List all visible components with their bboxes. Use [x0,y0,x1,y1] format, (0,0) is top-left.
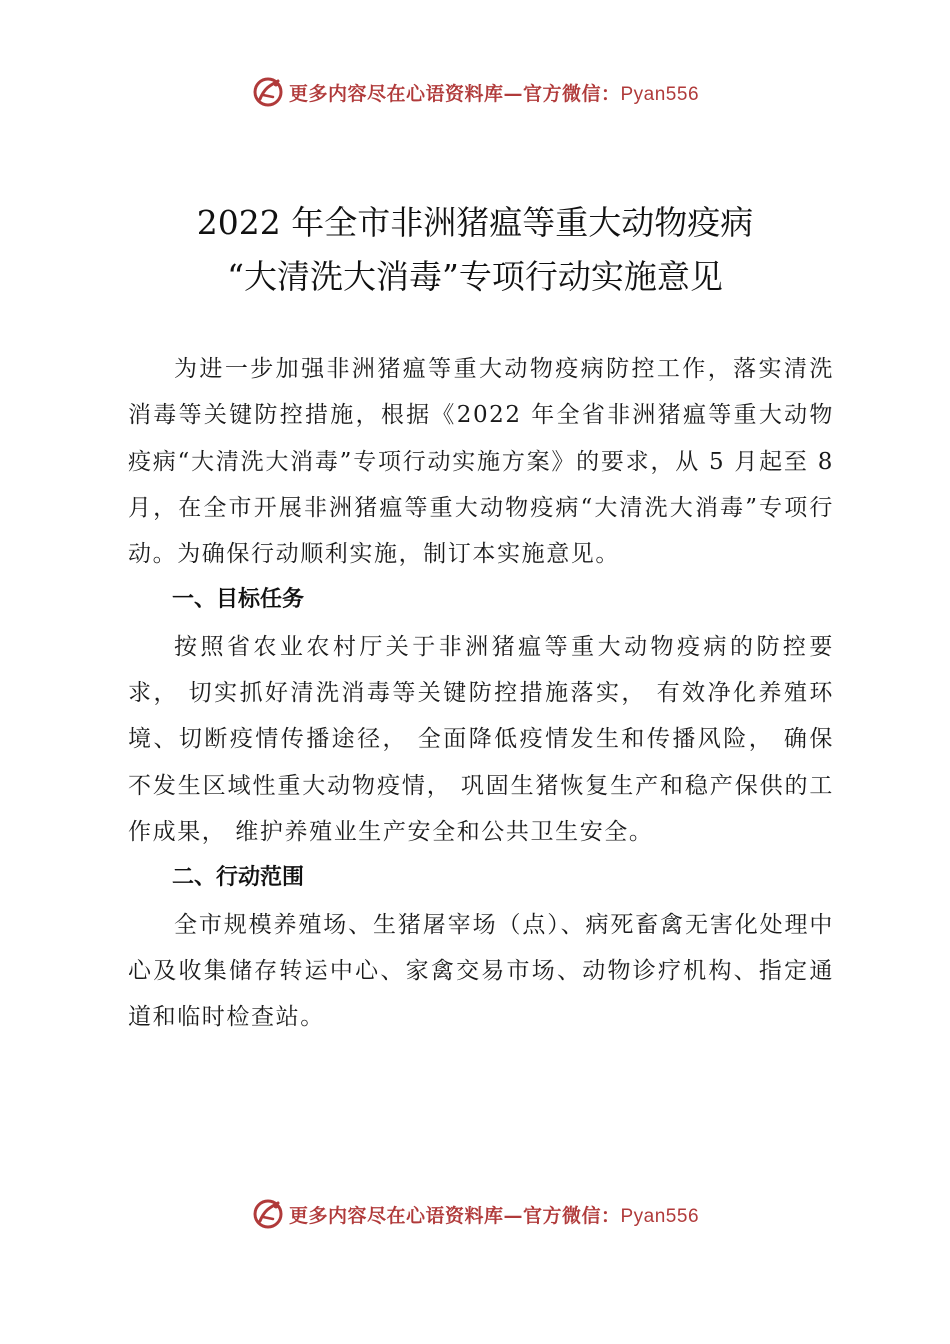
watermark-wechat-id: Pyan556 [620,1205,700,1227]
watermark-text-main: 更多内容尽在心语资料库—官方微信： [288,82,621,105]
footer-watermark-banner [0,1194,950,1234]
section-2-paragraph: 全市规模养殖场、生猪屠宰场（点）、病死畜禽无害化处理中心及收集储存转运中心、家禽交易市场、动物诊疗机构、指定通道和临时检查站。 [128,911,834,1031]
section-1-heading: 一、目标任务 [172,587,305,613]
brand-logo-icon [251,75,285,109]
watermark-text-main: 更多内容尽在心语资料库—官方微信： [288,1204,621,1227]
document-title-line-2: “大清洗大消毒”专项行动实施意见 [227,257,723,296]
section-1-paragraph: 按照省农业农村厅关于非洲猪瘟等重大动物疫病的防控要求， 切实抓好清洗消毒等关键防控措施落实， 有效净化养殖环境、切断疫情传播途径， 全面降低疫情发生和传播风险， 确保不发生区域性重大动物疫情， 巩固生猪恢复生产和稳产保供的工作成果， 维护养殖业生产安全和公共卫生安全。 [128,633,834,845]
document-body [128,346,834,1040]
document-title-line-1: 2022 年全市非洲猪瘟等重大动物疫病 [196,203,754,242]
watermark-text [289,1201,699,1228]
intro-paragraph: 为进一步加强非洲猪瘟等重大动物疫病防控工作，落实清洗消毒等关键防控措施，根据《2022 年全省非洲猪瘟等重大动物疫病“大清洗大消毒”专项行动实施方案》的要求，从 5 月起至 8 月，在全市开展非洲猪瘟等重大动物疫病“大清洗大消毒”专项行动。为确保行动顺利实施，制订本实施意见。 [128,356,834,568]
watermark-wechat-id: Pyan556 [620,83,700,105]
section-2-heading: 二、行动范围 [172,865,305,891]
header-watermark-banner [0,72,950,112]
watermark-text [289,79,699,106]
brand-logo-icon [251,1197,285,1231]
